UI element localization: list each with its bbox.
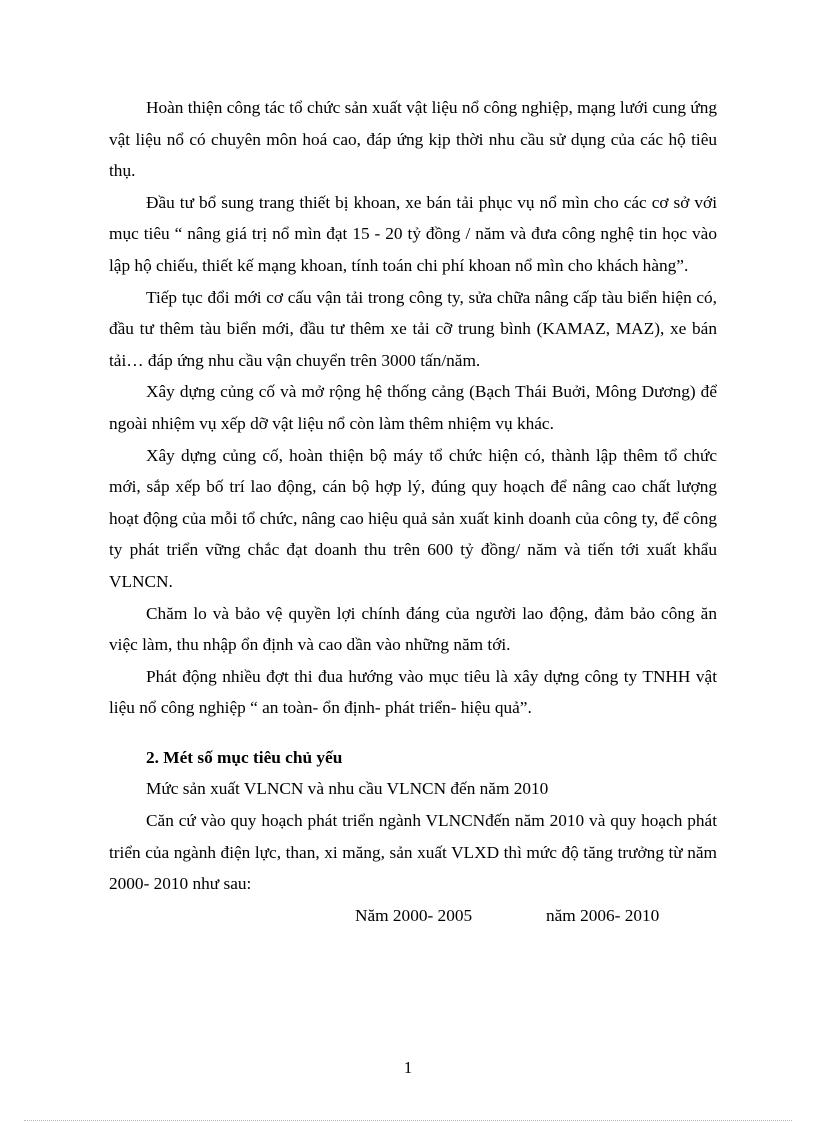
page-number: 1	[403, 1058, 413, 1077]
period-2000-2005: Năm 2000- 2005	[355, 905, 473, 925]
paragraph-emulation: Phát động nhiều đợt thi đua hướng vào mục tiêu là xây dựng công ty TNHH vật liệu nổ công nghiệp “ an toàn- ổn định- phát triển- hiệu quả”.	[109, 666, 717, 718]
period-2006-2010: năm 2006- 2010	[546, 905, 660, 925]
paragraph-ports: Xây dựng củng cố và mở rộng hệ thống cảng (Bạch Thái Buởi, Mông Dương) để ngoài nhiệm vụ xếp dỡ vật liệu nổ còn làm thêm nhiệm vụ khác.	[109, 382, 717, 433]
period-columns	[109, 900, 717, 932]
paragraph-workers: Chăm lo và bảo vệ quyền lợi chính đáng của người lao động, đảm bảo công ăn việc làm, thu nhập ổn định và cao dần vào những năm tới.	[109, 603, 717, 655]
paragraph-transport: Tiếp tục đổi mới cơ cấu vận tải trong công ty, sửa chữa nâng cấp tàu biển hiện có, đầu tư thêm tàu biển mới, đầu tư thêm xe tải cỡ trung bình (KAMAZ, MAZ), xe bán tải… đáp ứng nhu cầu vận chuyển trên 3000 tấn/năm.	[109, 287, 717, 370]
section-subheading: Mức sản xuất VLNCN và nhu cầu VLNCN đến năm 2010	[146, 779, 549, 799]
paragraph-production: Hoàn thiện công tác tổ chức sản xuất vật liệu nổ công nghiệp, mạng lưới cung ứng vật liệu nổ có chuyên môn hoá cao, đáp ứng kịp thời nhu cầu sử dụng của các hộ tiêu thụ.	[109, 98, 717, 181]
page-body	[109, 92, 717, 932]
section-intro: Căn cứ vào quy hoạch phát triển ngành VLNCNđến năm 2010 và quy hoạch phát triển của ngành điện lực, than, xi măng, sản xuất VLXD thì mức độ tăng trưởng từ năm 2000- 2010 như sau:	[109, 811, 717, 894]
section-heading: 2. Mét số mục tiêu chủ yếu	[146, 747, 343, 767]
paragraph-equipment: Đầu tư bổ sung trang thiết bị khoan, xe bán tải phục vụ nổ mìn cho các cơ sở với mục tiêu “ nâng giá trị nổ mìn đạt 15 - 20 tỷ đồng / năm và đưa công nghệ tin học vào lập hộ chiếu, thiết kế mạng khoan, tính toán chi phí khoan nổ mìn cho khách hàng”.	[109, 192, 717, 275]
page-bottom-divider	[24, 1120, 792, 1121]
paragraph-organization: Xây dựng củng cố, hoàn thiện bộ máy tổ chức hiện có, thành lập thêm tổ chức mới, sắp xếp bố trí lao động, cán bộ hợp lý, đúng quy hoạch để nâng cao chất lượng hoạt động của mỗi tổ chức, nâng cao hiệu quả sản xuất kinh doanh của công ty, để công ty phát triển vững chắc đạt doanh thu trên 600 tỷ đồng/ năm và tiến tới xuất khẩu VLNCN.	[109, 445, 717, 591]
